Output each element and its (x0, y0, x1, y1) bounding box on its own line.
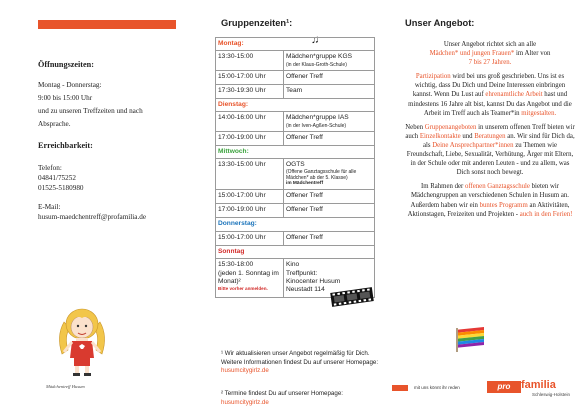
text-span: und (460, 132, 475, 140)
highlight-text: Einzelkontakte (419, 132, 461, 140)
girl-illustration (52, 300, 112, 380)
group-name: OGTS (286, 161, 305, 169)
offer-title: Unser Angebot: (405, 18, 475, 28)
signature-text: Mädchentreff Husum (46, 384, 85, 389)
day-label-dienstag: Dienstag: (216, 98, 375, 111)
group-cell: Offener Treff (284, 231, 375, 245)
text-span: wird bei uns groß geschrieben. Uns ist es wichtig, dass Du Dich und Deine Interessen einbringen kannst. Wenn Du Lust auf (412, 73, 566, 99)
group-name: Mädchen*gruppe KGS (286, 53, 352, 61)
text-span: hast und mindestens 16 Jahre alt bist, kannst Du das Angebot und die Arbeit im Treff auch als Teamer*in (408, 91, 572, 117)
time-cell: 17:00-19:00 Uhr (216, 131, 284, 145)
film-strip-icon (330, 286, 374, 308)
hours-line-4: Absprache. (38, 120, 71, 128)
profamilia-logo (392, 380, 575, 400)
email-label: E-Mail: (38, 203, 61, 211)
text-span: bieten wir Mädchengruppen an verschiedenen Schulen in Husum an. Außerdem haben wir ein (410, 183, 569, 209)
rainbow-flag-icon (455, 326, 485, 352)
day-label-sonntag: Sonntag (216, 245, 375, 258)
group-note: (in der Iven-Agßen-Schule) (286, 122, 347, 129)
day-label-mittwoch: Mittwoch: (216, 145, 375, 158)
meeting-point-address: Neustadt 114 (286, 286, 325, 294)
group-cell: Team (284, 84, 375, 98)
group-note: (Offene Ganztagsschule für alle Mädchen* ab der 5. Klasse) (286, 169, 357, 182)
text-span: Neben (405, 123, 425, 131)
footnote-1 (221, 350, 381, 376)
phone-number-1[interactable]: 04841/75252 (38, 174, 76, 182)
highlight-text: buntes Programm (479, 201, 528, 209)
time-cell: 15:00-17:00 Uhr (216, 231, 284, 245)
schedule-table (215, 37, 375, 298)
group-cell: Offener Treff (284, 131, 375, 145)
group-cell: Offener Treff (284, 204, 375, 218)
highlight-text: Gruppenangeboten (424, 123, 477, 131)
hours-heading: Öffnungszeiten: (38, 60, 94, 69)
reach-heading: Erreichbarkeit: (38, 141, 93, 150)
email-address[interactable]: husum-maedchentreff@profamilia.de (38, 213, 147, 221)
group-cell: Offener Treff (284, 190, 375, 204)
hours-line-2: 9:00 bis 15:00 Uhr (38, 94, 93, 102)
table-row (216, 70, 375, 84)
day-row-sonntag (216, 245, 375, 258)
hours-line-1: Montag - Donnerstag: (38, 81, 102, 89)
music-note-icon: ♫ (311, 34, 320, 46)
highlight-text: Partizipation (415, 73, 451, 81)
left-panel (0, 0, 195, 411)
day-label-montag: Montag: (216, 38, 375, 51)
meeting-point-label: Treffpunkt: (286, 269, 318, 277)
homepage-link-1[interactable]: husumcitygirlz.de (221, 367, 269, 375)
time-cell (216, 259, 284, 298)
group-note-bold: im Mädchentreff (286, 181, 324, 187)
text-span: in unserem offenen Treff bieten wir auch (405, 123, 575, 140)
meeting-point-name: Kinocenter Husum (286, 278, 341, 286)
logo-pro: pro (487, 381, 521, 393)
table-row (216, 84, 375, 98)
table-row (216, 231, 375, 245)
time-cell: 15:00-17:00 Uhr (216, 190, 284, 204)
logo-bar (392, 385, 408, 391)
footnote-2-text: ² Termine findest Du auf unserer Homepage: (221, 390, 343, 397)
table-row (216, 112, 375, 131)
table-row (216, 51, 375, 70)
text-span: an Aktivitäten, Aktionstagen, Freizeiten und Projekten - (407, 201, 570, 218)
text-span: im Alter von (514, 50, 551, 58)
group-cell: Offener Treff (284, 70, 375, 84)
footnote-1-text: ¹ Wir aktualisieren unser Angebot regelmäßig für Dich. Weitere Informationen findest Du auf unserer Homepage: (221, 350, 379, 366)
homepage-link-2[interactable]: husumcitygirlz.de (221, 398, 269, 406)
text-span: an. Wir sind für Dich da, als (422, 132, 575, 149)
day-row-donnerstag (216, 218, 375, 231)
time-cell: 15:00-17:00 Uhr (216, 70, 284, 84)
table-row (216, 190, 375, 204)
time-cell: 13:30-15:00 Uhr (216, 159, 284, 190)
time-cell: 17:30-19:30 Uhr (216, 84, 284, 98)
highlight-text: 7 bis 27 Jahren. (468, 59, 512, 67)
logo-region: Schleswig-Holstein (532, 392, 571, 397)
day-row-montag (216, 38, 375, 51)
table-row (216, 159, 375, 190)
day-row-mittwoch (216, 145, 375, 158)
offer-panel (385, 0, 580, 411)
group-name: Mädchen*gruppe IAS (286, 114, 349, 122)
phone-label: Telefon: (38, 164, 62, 172)
highlight-text: ehrenamtliche Arbeit (485, 91, 543, 99)
time-cell: 14:00-16:00 Uhr (216, 112, 284, 131)
highlight-text: offenen Ganztagsschule (464, 183, 530, 191)
signup-note: Bitte vorher anmelden. (218, 286, 268, 292)
offer-paragraph-4 (405, 182, 575, 218)
time-cell: 13:30-15:00 (216, 51, 284, 70)
offer-paragraph-3 (405, 123, 575, 178)
highlight-text: Mädchen* und jungen Frauen* (429, 50, 515, 58)
text-span: zu Themen wie Freundschaft, Liebe, Sexualität, Verhütung, Ärger mit Eltern, in der Schule oder mit anderen Leuten - und zu allem, was Dich sonst noch bewegt. (406, 141, 574, 177)
offer-paragraph-1 (405, 40, 575, 67)
group-cell (284, 159, 375, 190)
highlight-text: Beratungen (474, 132, 506, 140)
hours-line-3: und zu unseren Treffzeiten und nach (38, 107, 143, 115)
logo-tagline: mit uns könnt ihr reden (414, 385, 460, 390)
highlight-text: Deine Ansprechpartner*innen (432, 141, 514, 149)
time-cell: 17:00-19:00 Uhr (216, 204, 284, 218)
day-row-dienstag (216, 98, 375, 111)
group-cell (284, 112, 375, 131)
table-row (216, 131, 375, 145)
time-detail: (jeden 1. Sonntag im Monat)² (218, 269, 279, 286)
schedule-title: Gruppenzeiten¹: (221, 18, 293, 28)
group-cell (284, 51, 375, 70)
time-main: 15:30-18:00 (218, 261, 254, 269)
highlight-text: mitgestalten. (521, 109, 557, 117)
group-name: Kino (286, 261, 300, 269)
offer-paragraph-2 (405, 72, 575, 117)
offer-body (405, 40, 575, 224)
text-span: Unser Angebot richtet sich an alle (443, 41, 537, 48)
phone-number-2[interactable]: 01525-5180980 (38, 184, 84, 192)
highlight-text: auch in den Ferien! (519, 210, 573, 218)
text-span: Im Rahmen der (420, 183, 465, 191)
table-row (216, 204, 375, 218)
footnote-2 (221, 390, 381, 407)
logo-familia: familia (521, 379, 556, 391)
day-label-donnerstag: Donnerstag: (216, 218, 375, 231)
schedule-panel (195, 0, 385, 411)
accent-bar (38, 20, 176, 29)
group-note: (in der Klaus-Groth-Schule) (286, 61, 347, 68)
